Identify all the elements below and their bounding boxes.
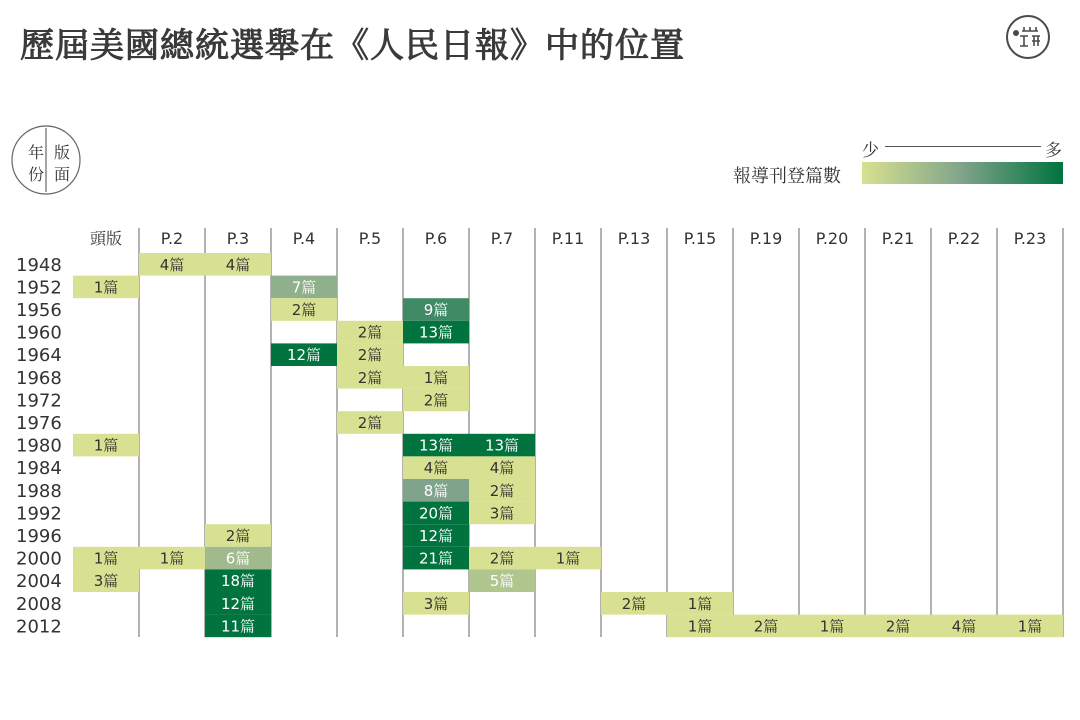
column-header: P.11 — [551, 229, 585, 248]
column-header: P.2 — [160, 229, 184, 248]
column-header: P.7 — [490, 229, 514, 248]
cell-value-label: 18篇 — [220, 572, 256, 591]
corner-page-top: 版 — [53, 143, 71, 162]
cell-value-label: 2篇 — [621, 594, 647, 613]
cell-value-label: 4篇 — [225, 255, 251, 274]
cell-value-label: 2篇 — [357, 346, 383, 365]
cell-value-label: 11篇 — [220, 617, 256, 636]
column-header: P.6 — [424, 229, 448, 248]
cell-value-label: 12篇 — [286, 346, 322, 365]
corner-page-bottom: 面 — [53, 165, 71, 184]
row-labels — [16, 255, 62, 638]
column-header: P.3 — [226, 229, 250, 248]
row-label: 1996 — [16, 526, 62, 547]
cell-value-label: 13篇 — [418, 323, 454, 342]
column-header: P.20 — [815, 229, 849, 248]
cell-value-label: 21篇 — [418, 549, 454, 568]
corner-badge — [12, 126, 80, 194]
cell-value-label: 6篇 — [225, 549, 251, 568]
cell-value-label: 3篇 — [93, 572, 119, 591]
column-headers — [90, 229, 1046, 248]
row-label: 1988 — [16, 480, 62, 502]
cell-value-label: 4篇 — [423, 459, 449, 478]
row-label: 1956 — [16, 300, 62, 321]
cell-value-label: 1篇 — [93, 549, 119, 568]
cell-value-label: 1篇 — [819, 617, 845, 636]
row-label: 1992 — [16, 503, 62, 525]
cell-value-label: 2篇 — [489, 481, 515, 500]
column-header: P.4 — [292, 229, 316, 248]
cell-value-label: 2篇 — [357, 414, 383, 432]
row-label: 1980 — [16, 435, 62, 457]
cell-value-label: 1篇 — [687, 617, 713, 636]
corner-year-top: 年 — [27, 143, 45, 162]
row-label: 1984 — [16, 458, 62, 480]
cell-value-label: 2篇 — [489, 549, 515, 568]
row-label: 1968 — [16, 367, 62, 389]
heatmap-cells — [73, 253, 1063, 637]
cell-value-label: 1篇 — [93, 436, 119, 455]
cell-value-label: 7篇 — [291, 278, 317, 297]
legend-min-label: 少 — [862, 141, 879, 161]
row-label: 2004 — [16, 571, 62, 593]
cell-value-label: 4篇 — [159, 255, 185, 274]
cell-value-label: 3篇 — [489, 504, 515, 523]
column-header: P.15 — [683, 229, 717, 248]
column-header: P.19 — [749, 229, 783, 248]
legend-label: 報導刊登篇數 — [733, 166, 841, 187]
row-label: 2008 — [16, 593, 62, 615]
cell-value-label: 1篇 — [159, 549, 185, 568]
column-header: P.5 — [358, 229, 382, 248]
cell-value-label: 8篇 — [423, 481, 449, 500]
row-label: 1964 — [16, 345, 62, 367]
row-label: 1976 — [16, 413, 62, 434]
row-label: 2000 — [16, 548, 62, 570]
cell-value-label: 13篇 — [418, 436, 454, 455]
row-label: 1960 — [16, 322, 62, 344]
cell-value-label: 13篇 — [484, 436, 520, 455]
column-header: P.22 — [947, 229, 981, 248]
cell-value-label: 12篇 — [418, 527, 454, 545]
cell-value-label: 20篇 — [418, 504, 454, 523]
cell-value-label: 9篇 — [423, 301, 449, 319]
cell-value-label: 2篇 — [357, 323, 383, 342]
cell-value-label: 4篇 — [951, 617, 977, 636]
cell-value-label: 1篇 — [687, 594, 713, 613]
cell-value-label: 1篇 — [423, 368, 449, 387]
column-header: P.23 — [1013, 229, 1047, 248]
cell-value-label: 2篇 — [753, 617, 779, 636]
column-header: 頭版 — [89, 229, 123, 248]
cell-value-label: 2篇 — [357, 368, 383, 387]
corner-year-bottom: 份 — [27, 165, 45, 184]
cell-value-label: 2篇 — [885, 617, 911, 636]
page-title: 歷屆美國總統選舉在《人民日報》中的位置 — [20, 26, 685, 66]
cell-value-label: 4篇 — [489, 459, 515, 478]
cell-value-label: 2篇 — [291, 301, 317, 319]
cell-value-label: 1篇 — [93, 278, 119, 297]
row-label: 1972 — [16, 390, 62, 412]
column-header: P.13 — [617, 229, 651, 248]
cell-value-label: 3篇 — [423, 594, 449, 613]
row-label: 1952 — [16, 277, 62, 299]
cell-value-label: 5篇 — [489, 572, 515, 591]
cell-value-label: 1篇 — [1017, 617, 1043, 636]
legend-max-label: 多 — [1045, 141, 1062, 161]
row-label: 2012 — [16, 616, 62, 638]
cell-value-label: 12篇 — [220, 594, 256, 613]
cell-value-label: 2篇 — [423, 391, 449, 410]
column-header: P.21 — [881, 229, 915, 248]
row-label: 1948 — [16, 254, 62, 276]
cell-value-label: 1篇 — [555, 549, 581, 568]
cell-value-label: 2篇 — [225, 527, 251, 545]
